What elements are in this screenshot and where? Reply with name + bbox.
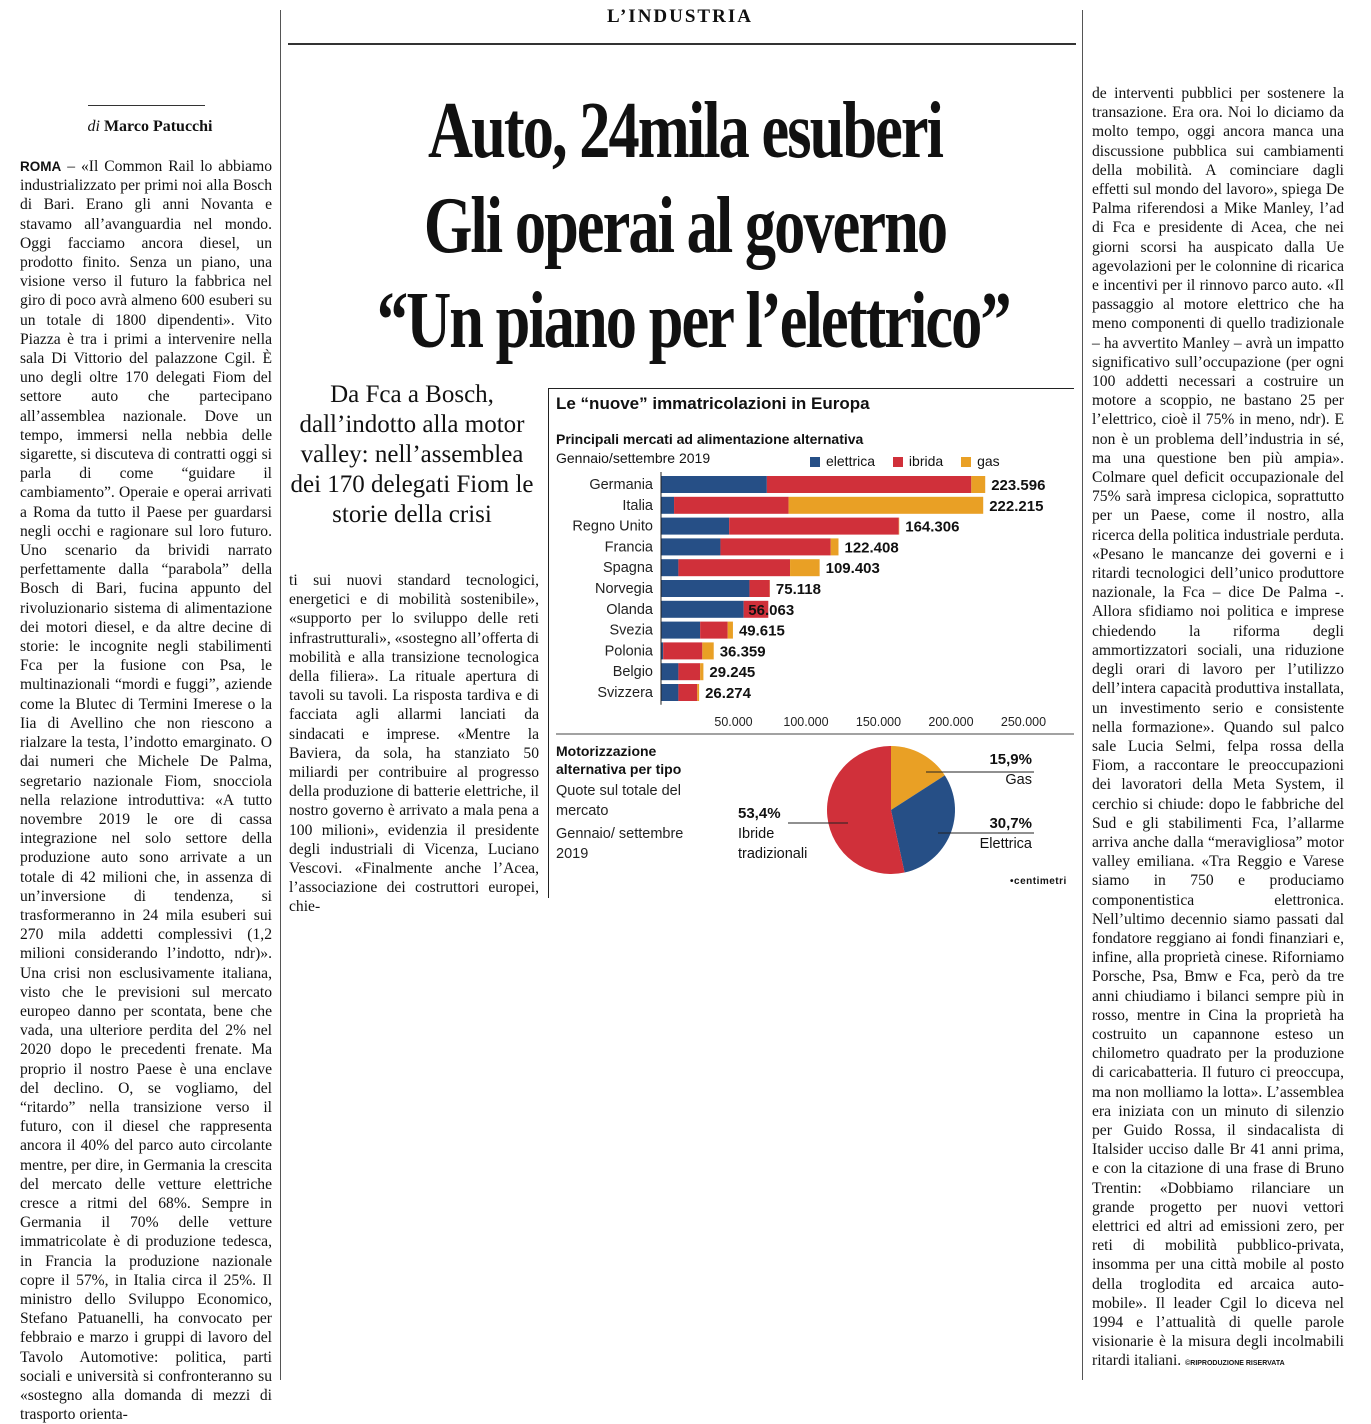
- bar-segment-gas: [971, 476, 985, 493]
- bar-segment-elettrica: [661, 497, 674, 514]
- pie-chart-subtitle: Quote sul totale del mercato: [556, 781, 706, 821]
- header-rule: [288, 43, 1076, 45]
- headline-line-3: “Un piano per l’elettrico”: [377, 274, 993, 369]
- bar-category-label: Spagna: [603, 560, 654, 576]
- copyright: ©RIPRODUZIONE RISERVATA: [1185, 1360, 1285, 1367]
- byline-prefix: di: [87, 118, 99, 135]
- bar-segment-gas: [790, 559, 820, 576]
- pie-name-elettrica: Elettrica: [980, 836, 1032, 852]
- x-tick-label: 50.000: [714, 715, 752, 729]
- bar-category-label: Francia: [605, 539, 654, 555]
- bar-total-label: 29.245: [709, 664, 755, 681]
- article-text-2: ti sui nuovi standard tecnologici, energetici e di mobilità sostenibile», «supporto per lo sviluppo delle reti infrastrutturali», «sostegno all’offerta di mobilità e alla transizione tecnologica della filiera». La rituale apertura di tavoli su tavoli. La risposta tardiva e di facciata agli allarmi lanciati da sindacati e imprese. «Mentre la Baviera, da sola, ha stanziato 50 miliardi per contribuire al progresso della produzione di batterie elettriche, il nostro governo è arrivato a mala pena a 100 milioni», evidenzia il presidente degli industriali di Vicenza, Luciano Vescovi. «Finalmente anche l’Acea, l’associazione dei costruttori europei, chie-: [289, 571, 539, 917]
- article-column-2: [289, 571, 539, 917]
- article-text-1: – «Il Common Rail lo abbiamo industrializzato per primi noi alla Bosch di Bari. Erano gli anni Novanta e stavamo all’avanguardia nel mondo. Oggi facciamo ancora diesel, un prodotto finito. Senza un piano, una visione verso il futuro la fabbrica nel giro di poco avrà almeno 600 esuberi su un totale di 1800 dipendenti». Vito Piazza è tra i primi a intervenire nella sala Di Vittorio del palazzone Cgil. È uno degli oltre 170 delegati Fiom del settore auto che partecipano all’assemblea nazionale. Dove un tempo, immersi nella nebbia delle sigarette, si discuteva di contratti oggi si parla di come “guidare il cambiamento”. Operaie e operai arrivati a Roma da tutto il Paese per guardarsi negli occhi e ragionare sul loro futuro. Uno scenario da brividi narrato perfettamente dalla “parabola” della Bosch di Bari, fucina appunto del rivoluzionario sistema di alimentazione dei motori diesel, e da altre decine di storie: le incognite negli stabilimenti Fca per la fusione con Psa, le multinazionali “mordi e fuggi”, aziende come la Blutec di Termini Imerese o la Iia di Avellino che non riescono a rialzare la testa, l’indotto emarginato. O dai numeri che Michele De Palma, segretario nazionale Fiom, snocciola nella relazione introduttiva: «A tutto novembre 2019 le ore di cassa integrazione nel solo settore della produzione auto sono arrivate a un totale di 42 milioni che, in assenza di un’inversione di tendenza, si trasformeranno in 24 mila esuberi sui 270 mila addetti complessivi (1,2 milioni considerando l’indotto, ndr)». Una crisi non esclusivamente italiana, visto che le previsioni sul mercato europeo danno per scontata, bene che vada, una ulteriore perdita del 2% nel 2020 dopo le precedenti frenate. Ma proprio il nostro Paese è una enclave del declino. O, se vogliamo, del “ritardo” nella transizione verso il futuro, con il diesel che rappresenta ancora il 40% del parco auto circolante mentre, per dire, in Germania la crescita del mercato delle vetture elettriche cresce a ritmi del 68%. Sempre in Germania il 70% delle vetture immatricolate è di produzione tedesca, in Francia la produzione nazionale copre il 57%, in Italia circa il 25%. Il ministro dello Sviluppo Economico, Stefano Patuanelli, ha convocato per febbraio e marzo i gruppi di lavoro del Tavolo Automotive: politica, parti sociali e università si confronteranno su «sostegno alla domanda di mezzi di trasporto orienta-: [20, 158, 272, 1423]
- bar-segment-ibrida: [674, 497, 789, 514]
- pie-value-ibride: 53,4%: [738, 805, 781, 822]
- pie-label-gas: [986, 750, 1032, 790]
- bar-total-label: 223.596: [991, 477, 1045, 494]
- x-tick-label: 250.000: [1001, 715, 1046, 729]
- infographic: [548, 388, 1074, 898]
- bar-chart-title: Principali mercati ad alimentazione alternativa: [556, 431, 863, 447]
- infographic-title: Le “nuove” immatricolazioni in Europa: [556, 394, 870, 414]
- byline: [20, 118, 280, 136]
- bar-segment-ibrida: [678, 559, 790, 576]
- legend-item-gas: [961, 453, 1000, 469]
- byline-rule: [88, 105, 205, 106]
- pie-chart-title: Motorizzazione alternativa per tipo: [556, 742, 716, 778]
- column-divider-left: [280, 10, 281, 1380]
- legend-item-elettrica: [810, 453, 875, 469]
- pie-chart-date: Gennaio/ settembre 2019: [556, 824, 706, 864]
- pie-value-elettrica: 30,7%: [989, 815, 1032, 832]
- x-tick-label: 150.000: [856, 715, 901, 729]
- bar-segment-ibrida: [663, 642, 702, 659]
- legend-swatch-elettrica: [810, 457, 820, 467]
- bar-segment-elettrica: [661, 559, 678, 576]
- bar-chart: [548, 472, 1074, 738]
- column-divider-right: [1082, 10, 1083, 1380]
- infographic-frame-top: [548, 388, 1074, 389]
- brand-logo: •centimetri: [1010, 876, 1067, 887]
- bar-segment-gas: [831, 538, 839, 555]
- bar-segment-elettrica: [661, 580, 749, 597]
- article-column-1: [20, 157, 272, 1424]
- bar-segment-ibrida: [678, 663, 700, 680]
- bar-total-label: 222.215: [989, 498, 1043, 515]
- bar-segment-gas: [789, 497, 984, 514]
- bar-segment-gas: [697, 684, 699, 701]
- bar-total-label: 164.306: [905, 519, 959, 536]
- bar-total-label: 36.359: [720, 643, 766, 660]
- bar-category-label: Svizzera: [597, 685, 654, 701]
- bar-segment-elettrica: [661, 476, 767, 493]
- bar-segment-ibrida: [678, 684, 697, 701]
- bar-category-label: Polonia: [605, 643, 654, 659]
- bar-segment-ibrida: [700, 622, 728, 639]
- legend-item-ibrida: [893, 453, 943, 469]
- legend-swatch-ibrida: [893, 457, 903, 467]
- bar-segment-elettrica: [661, 684, 678, 701]
- bar-segment-elettrica: [661, 538, 720, 555]
- headline-line-2: Gli operai al governo: [377, 179, 993, 274]
- x-tick-label: 100.000: [783, 715, 828, 729]
- bar-segment-ibrida: [729, 518, 899, 535]
- bar-chart-subtitle: Gennaio/settembre 2019: [556, 450, 710, 466]
- bar-total-label: 56.063: [748, 602, 794, 619]
- dateline-city: ROMA: [20, 159, 61, 174]
- pie-value-gas: 15,9%: [989, 751, 1032, 768]
- pie-name-ibride: Ibride tradizionali: [738, 826, 807, 862]
- bar-category-label: Olanda: [606, 602, 654, 618]
- subtitle: Da Fca a Bosch, dall’indotto alla motor valley: nell’assemblea dei 170 delegati Fiom le storie della crisi: [286, 380, 538, 530]
- article-column-3: [1092, 84, 1344, 1374]
- bar-category-label: Norvegia: [595, 581, 654, 597]
- bar-total-label: 26.274: [705, 685, 752, 702]
- legend-swatch-gas: [961, 457, 971, 467]
- legend-label-elettrica: elettrica: [826, 453, 875, 469]
- pie-label-ibride: [738, 804, 828, 864]
- pie-name-gas: Gas: [1005, 772, 1032, 788]
- bar-segment-gas: [728, 622, 733, 639]
- bar-segment-gas: [702, 642, 713, 659]
- headline: [377, 84, 993, 369]
- article-text-3: de interventi pubblici per sostenere la transazione. Era ora. Noi lo diciamo da molto tempo, oggi ancora manca una discussione pubblica sui cambiamenti della mobilità. A cominciare dagli effetti sul mondo del lavoro», spiega De Palma riferendosi a Mike Manley, l’ad di Fca e presidente di Acea, che nei giorni scorsi ha auspicato dalla Ue agevolazioni per le colonnine di ricarica e incentivi per il rinnovo parco auto. «Il passaggio al motore elettrico che ha meno componenti di quello tradizionale – ha avvertito Manley – avrà un impatto significativo sull’occupazione (per ogni 100 addetti necessari a costruire un motore a scoppio, ne bastano 25 per l’elettrico, cioè il 75% in meno, ndr). E non è un problema dell’industria in sé, ma una questione ben più ampia». Colmare quel deficit occupazionale del 75% sarà impresa ciclopica, soprattutto per un Paese, come il nostro, alla ricerca della politica industriale perduta. «Pesano le mancanze dei governi e i ritardi tecnologici dell’unico produttore nazionale, la Fca – dice De Palma -. Allora sfidiamo noi politica e imprese chiedendo la riforma degli ammortizzatori sociali, una riduzione degli orari di lavoro per l’utilizzo dell’intera capacità produttiva installata, un investimento serio e consistente nella formazione». Quando sul palco sale Lucia Selmi, felpa rossa della Fiom, a raccontare le preoccupazioni dei lavoratori della Meta System, il cerchio si chiude: dopo le fabbriche del Sud e gli stabilimenti Fca, l’allarme arriva anche dalla “meravigliosa” motor valley emiliana. «Tra Reggio e Varese siamo in 750 e produciamo componentistica elettronica. Nell’ultimo decennio siamo passati dal fondatore reggiano ai fondi finanziari e, infine, alla proprietà cinese. Riforniamo Porsche, Psa, Bmw e Fca, però da tre anni chiudiamo i bilanci sempre più in rosso, mentre in Cina la proprietà ha costruito un capannone esteso un chilometro quadrato per la produzione di caricabatteria. Il futuro ci preoccupa, ma non molliamo la lotta». L’assemblea era iniziata con un minuto di silenzio per Guido Rossa, il sindacalista di Italsider ucciso dalle Br 41 anni prima, e con la citazione di una frase di Bruno Trentin: «Dobbiamo rilanciare un grande progetto per nuovi vettori elettrici ed altri ad emissioni zero, per reti di mobilità pubblico-privata, insomma per una città mobile al posto della troglodita ed arcaica auto-mobile». Il leader Cgil lo diceva nel 1994 e l’attualità di quelle parole visionarie è la misura degli incolmabili ritardi italiani.: [1092, 85, 1344, 1369]
- x-tick-label: 200.000: [928, 715, 973, 729]
- bar-total-label: 109.403: [826, 560, 880, 577]
- section-header: L’INDUSTRIA: [580, 6, 780, 28]
- bar-segment-gas: [700, 663, 703, 680]
- legend-label-ibrida: ibrida: [909, 453, 943, 469]
- bar-category-label: Regno Unito: [572, 519, 653, 535]
- bar-segment-ibrida: [749, 580, 769, 597]
- bar-segment-elettrica: [661, 663, 678, 680]
- bar-segment-elettrica: [661, 518, 729, 535]
- bar-category-label: Italia: [622, 498, 654, 514]
- pie-label-elettrica: [974, 814, 1032, 854]
- bar-chart-legend: [810, 453, 1014, 469]
- headline-line-1: Auto, 24mila esuberi: [377, 84, 993, 179]
- bar-total-label: 75.118: [776, 581, 821, 598]
- bar-segment-ibrida: [767, 476, 971, 493]
- bar-category-label: Germania: [589, 477, 654, 493]
- bar-segment-ibrida: [720, 538, 830, 555]
- bar-total-label: 122.408: [844, 539, 898, 556]
- bar-segment-elettrica: [661, 601, 744, 618]
- legend-label-gas: gas: [977, 453, 1000, 469]
- byline-author: Marco Patucchi: [104, 118, 213, 135]
- bar-category-label: Svezia: [609, 623, 653, 639]
- bar-segment-elettrica: [661, 622, 700, 639]
- bar-category-label: Belgio: [613, 664, 653, 680]
- bar-total-label: 49.615: [739, 623, 785, 640]
